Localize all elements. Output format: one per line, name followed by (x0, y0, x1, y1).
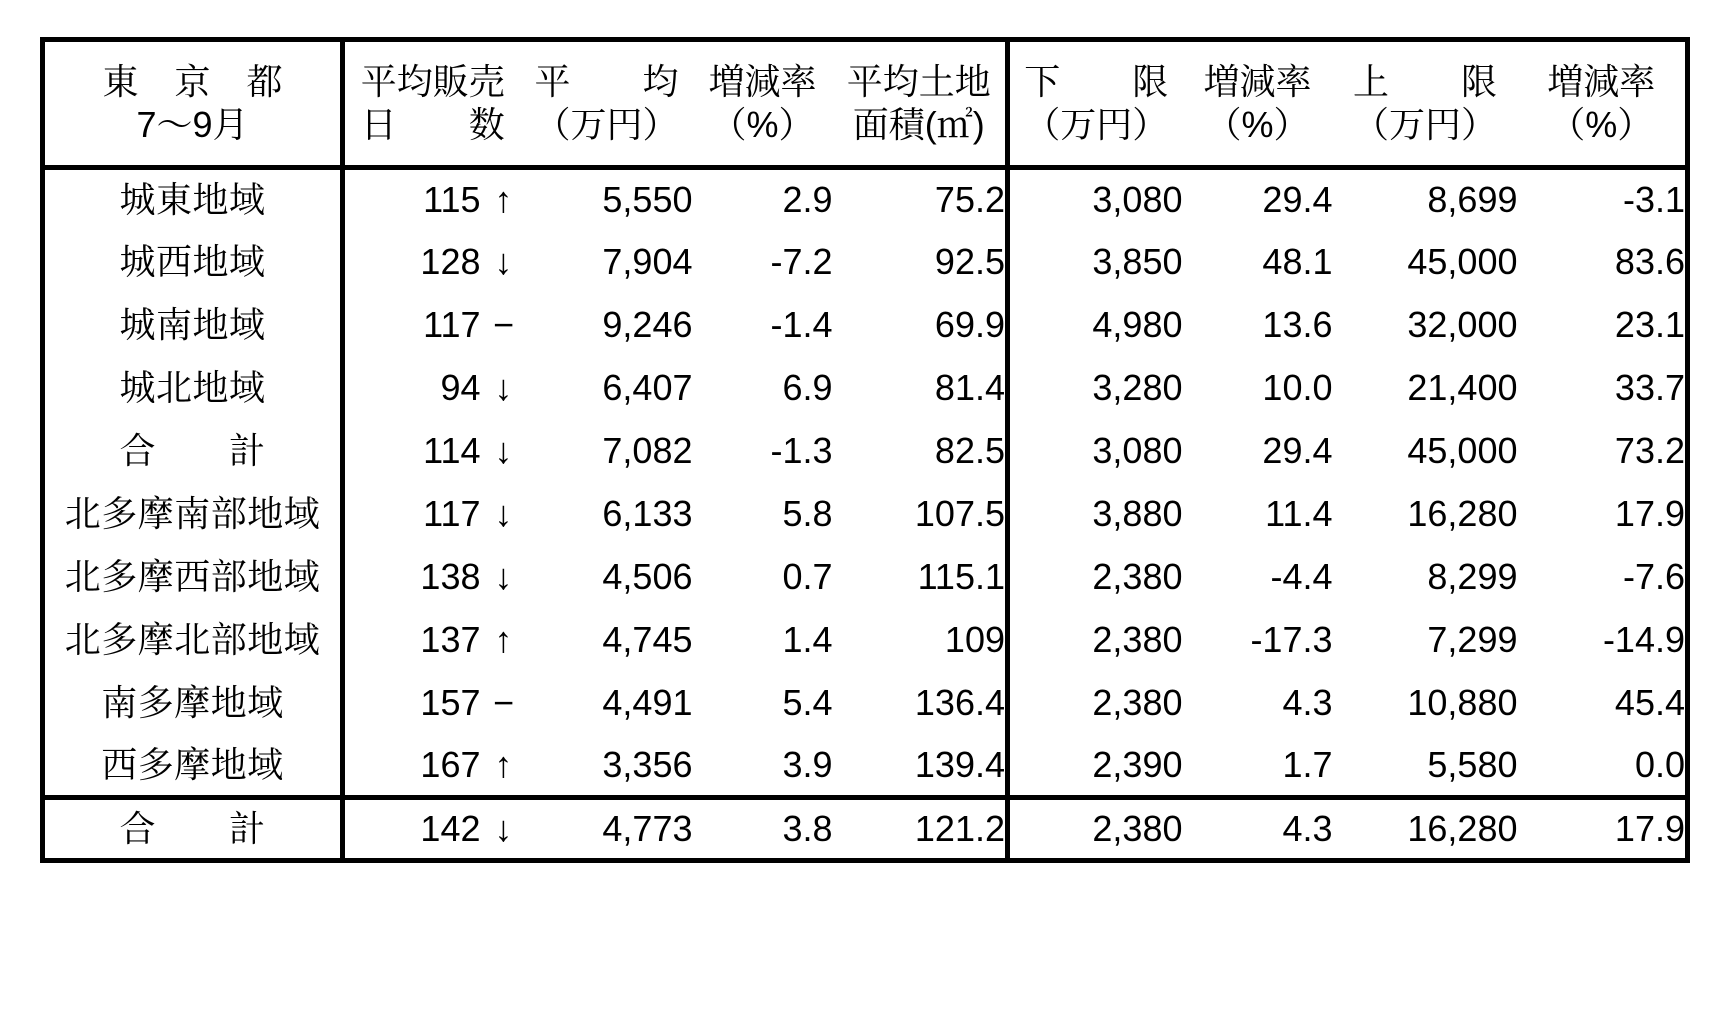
cell-land-area: 121.2 (833, 798, 1008, 861)
header-rate-lower (1183, 40, 1333, 168)
cell-rate-lower: 4.3 (1183, 798, 1333, 861)
cell-rate-upper: 33.7 (1614, 366, 1685, 408)
cell-region: 城南地域 (43, 294, 343, 357)
cell-rate-upper: 0.0 (1634, 743, 1685, 785)
cell-rate-lower: -17.3 (1250, 618, 1333, 660)
cell-rate-lower: 48.1 (1262, 240, 1333, 282)
cell-days (343, 609, 521, 672)
cell-rate-average: -7.2 (770, 240, 833, 282)
cell-rate-upper: 45.4 (1614, 681, 1685, 723)
cell-rate-upper: -3.1 (1622, 179, 1685, 221)
header-upper-limit-line2: （万円） (1352, 103, 1497, 145)
cell-lower-limit: 2,380 (1092, 681, 1183, 723)
days-value: 114 (423, 429, 481, 471)
header-region (43, 40, 343, 168)
cell-average: 9,246 (602, 303, 693, 345)
cell-lower-limit: 3,280 (1092, 366, 1183, 408)
trend-icon: − (492, 303, 515, 345)
trend-icon: ↓ (494, 429, 513, 471)
header-average-line1: 平 均 (534, 61, 679, 103)
header-rate-average-line1: 増減率 (708, 61, 817, 103)
cell-days (343, 420, 521, 483)
table-row (43, 609, 1688, 672)
header-lower-limit (1008, 40, 1183, 168)
cell-upper-limit: 45,000 (1407, 429, 1518, 471)
cell-days (343, 168, 521, 231)
header-rate-upper (1518, 40, 1688, 168)
header-days-line2: 日 数 (360, 103, 505, 145)
trend-icon: ↓ (494, 807, 513, 849)
cell-rate-average: 1.4 (782, 618, 833, 660)
header-rate-lower-line2: （%） (1205, 103, 1310, 145)
cell-average: 7,082 (602, 429, 693, 471)
statistics-table-container (40, 37, 1685, 863)
cell-land-area: 115.1 (833, 546, 1008, 609)
cell-rate-average: -1.4 (770, 303, 833, 345)
cell-rate-upper: 73.2 (1614, 429, 1685, 471)
cell-rate-average: 2.9 (782, 179, 833, 221)
header-lower-limit-line1: 下 限 (1024, 61, 1169, 103)
days-value: 117 (423, 303, 481, 345)
header-rate-upper-line1: 増減率 (1547, 61, 1656, 103)
cell-rate-upper: 83.6 (1614, 240, 1685, 282)
cell-average: 5,550 (602, 179, 693, 221)
header-land-area (833, 40, 1008, 168)
cell-days (343, 231, 521, 294)
cell-average: 7,904 (602, 240, 693, 282)
header-region-line2: 7〜9月 (136, 103, 249, 145)
table-row-subtotal (43, 420, 1688, 483)
cell-rate-upper: 17.9 (1518, 798, 1688, 861)
cell-rate-upper: -7.6 (1622, 555, 1685, 597)
cell-land-area: 81.4 (833, 357, 1008, 420)
header-region-line1: 東 京 都 (102, 61, 283, 103)
table-header (43, 40, 1688, 168)
cell-rate-average: 3.9 (782, 743, 833, 785)
trend-icon: ↓ (494, 492, 513, 534)
cell-rate-lower: 11.4 (1265, 492, 1333, 534)
cell-lower-limit: 2,380 (1092, 555, 1183, 597)
cell-days (343, 672, 521, 735)
cell-lower-limit: 2,380 (1092, 618, 1183, 660)
cell-rate-lower: 10.0 (1262, 366, 1333, 408)
cell-region: 城北地域 (43, 357, 343, 420)
days-value: 142 (420, 807, 481, 849)
table-row (43, 735, 1688, 798)
cell-rate-lower: 1.7 (1282, 743, 1333, 785)
trend-icon: ↓ (494, 555, 513, 597)
trend-icon: ↓ (494, 366, 513, 408)
header-average-line2: （万円） (534, 103, 679, 145)
cell-lower-limit: 3,080 (1092, 179, 1183, 221)
header-rate-average-line2: （%） (710, 103, 815, 145)
cell-average: 6,407 (602, 366, 693, 408)
cell-average: 4,745 (602, 618, 693, 660)
header-rate-average (693, 40, 833, 168)
header-days (343, 40, 521, 168)
cell-lower-limit: 4,980 (1092, 303, 1183, 345)
cell-days (343, 735, 521, 798)
cell-rate-average: 0.7 (782, 555, 833, 597)
trend-icon: ↓ (494, 240, 513, 282)
cell-rate-average: -1.3 (770, 429, 833, 471)
cell-lower-limit: 3,080 (1092, 429, 1183, 471)
trend-icon: − (492, 681, 515, 723)
cell-region: 北多摩南部地域 (43, 483, 343, 546)
cell-region: 北多摩北部地域 (43, 609, 343, 672)
cell-days (343, 357, 521, 420)
cell-region: 城東地域 (43, 168, 343, 231)
table-row-total (43, 798, 1688, 861)
cell-rate-lower: 4.3 (1282, 681, 1333, 723)
trend-icon: ↑ (494, 179, 513, 221)
cell-upper-limit: 16,280 (1407, 492, 1518, 534)
cell-rate-lower: 29.4 (1262, 179, 1333, 221)
cell-days (343, 798, 521, 861)
header-upper-limit-line1: 上 限 (1352, 61, 1497, 103)
cell-land-area: 69.9 (833, 294, 1008, 357)
cell-land-area: 136.4 (833, 672, 1008, 735)
cell-land-area: 82.5 (833, 420, 1008, 483)
table-row (43, 168, 1688, 231)
cell-rate-upper: -14.9 (1602, 618, 1685, 660)
cell-lower-limit: 3,850 (1092, 240, 1183, 282)
cell-region: 南多摩地域 (43, 672, 343, 735)
cell-lower-limit: 2,390 (1092, 743, 1183, 785)
trend-icon: ↑ (494, 618, 513, 660)
cell-region: 城西地域 (43, 231, 343, 294)
table-row (43, 546, 1688, 609)
table-row (43, 357, 1688, 420)
header-upper-limit (1333, 40, 1518, 168)
table-body (43, 168, 1688, 861)
cell-upper-limit: 7,299 (1427, 618, 1518, 660)
header-rate-lower-line1: 増減率 (1203, 61, 1312, 103)
table-row (43, 294, 1688, 357)
statistics-table (40, 37, 1690, 863)
days-value: 167 (420, 743, 481, 785)
cell-region: 合 計 (43, 798, 343, 861)
cell-rate-lower: 13.6 (1262, 303, 1333, 345)
cell-rate-average: 5.8 (782, 492, 833, 534)
cell-lower-limit: 3,880 (1092, 492, 1183, 534)
cell-average: 4,506 (602, 555, 693, 597)
cell-upper-limit: 8,299 (1427, 555, 1518, 597)
cell-rate-upper: 23.1 (1614, 303, 1685, 345)
days-value: 128 (420, 240, 481, 282)
header-land-area-line2: 面積(㎡) (852, 103, 985, 145)
table-row (43, 231, 1688, 294)
cell-rate-average: 6.9 (782, 366, 833, 408)
cell-upper-limit: 5,580 (1427, 743, 1518, 785)
table-header-row (43, 40, 1688, 168)
cell-region: 北多摩西部地域 (43, 546, 343, 609)
days-value: 138 (420, 555, 481, 597)
cell-average: 6,133 (602, 492, 693, 534)
cell-average: 4,491 (602, 681, 693, 723)
days-value: 94 (440, 366, 481, 408)
cell-region: 合 計 (43, 420, 343, 483)
days-value: 117 (423, 492, 481, 534)
cell-land-area: 92.5 (833, 231, 1008, 294)
cell-days (343, 294, 521, 357)
cell-rate-lower: 29.4 (1262, 429, 1333, 471)
cell-rate-lower: -4.4 (1270, 555, 1333, 597)
cell-land-area: 139.4 (833, 735, 1008, 798)
cell-upper-limit: 45,000 (1407, 240, 1518, 282)
header-days-line1: 平均販売 (360, 61, 505, 103)
cell-rate-average: 5.4 (782, 681, 833, 723)
cell-upper-limit: 32,000 (1407, 303, 1518, 345)
header-lower-limit-line2: （万円） (1024, 103, 1169, 145)
cell-upper-limit: 16,280 (1333, 798, 1518, 861)
header-land-area-line1: 平均土地 (846, 61, 991, 103)
days-value: 137 (420, 618, 481, 660)
header-rate-upper-line2: （%） (1549, 103, 1654, 145)
cell-rate-upper: 17.9 (1614, 492, 1685, 534)
header-average (521, 40, 693, 168)
cell-upper-limit: 21,400 (1407, 366, 1518, 408)
days-value: 115 (423, 179, 481, 221)
table-row (43, 672, 1688, 735)
cell-average: 4,773 (521, 798, 693, 861)
cell-lower-limit: 2,380 (1008, 798, 1183, 861)
trend-icon: ↑ (494, 743, 513, 785)
cell-average: 3,356 (602, 743, 693, 785)
table-row (43, 483, 1688, 546)
cell-upper-limit: 10,880 (1407, 681, 1518, 723)
cell-land-area: 107.5 (833, 483, 1008, 546)
days-value: 157 (420, 681, 481, 723)
cell-region: 西多摩地域 (43, 735, 343, 798)
cell-land-area: 109 (833, 609, 1008, 672)
cell-days (343, 546, 521, 609)
cell-days (343, 483, 521, 546)
cell-rate-average: 3.8 (693, 798, 833, 861)
cell-land-area: 75.2 (833, 168, 1008, 231)
cell-upper-limit: 8,699 (1427, 179, 1518, 221)
